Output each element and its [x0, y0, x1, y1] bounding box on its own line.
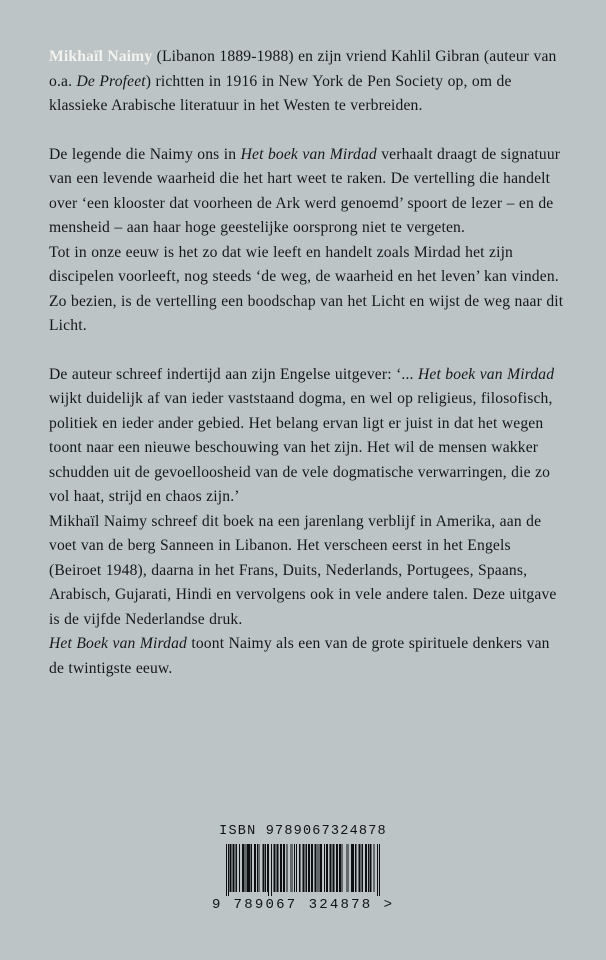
barcode-digit-group-left: 9	[212, 897, 223, 913]
author-name-highlight: Mikhaïl Naimy	[49, 48, 153, 65]
book-title-italic: De Profeet	[76, 72, 146, 90]
body-text-run: De legende die Naimy ons in	[49, 145, 241, 163]
isbn-barcode-block	[0, 824, 606, 960]
book-title-italic: Het Boek van Mirdad	[49, 635, 187, 652]
book-title-italic: Het boek van Mirdad	[417, 365, 555, 383]
body-text-run: toont Naimy als een van de grote spirituele denkers van de twintigste eeuw.	[49, 635, 550, 677]
book-title-italic: Het boek van Mirdad	[240, 145, 377, 163]
layout-spacer	[0, 681, 606, 824]
body-text-run: ) richtten in 1916 in New York de Pen Society op, om de klassieke Arabische literatuur in het Westen te verbreiden.	[49, 72, 512, 114]
body-text-run: (Libanon 1889-1988) en zijn vriend Kahlil Gibran (auteur van o.a.	[49, 48, 557, 90]
body-text-run: verhaalt draagt de signatuur van een levende waarheid die het hart weet te raken. De vertelling die handelt over ‘een klooster dat voorheen de Ark werd genoemd’ spoort de lezer – en de mensheid – aan haar hoge geestelijke oorsprong niet te vergeten.	[49, 145, 561, 236]
barcode-digit-group-mid: 789067	[233, 897, 298, 913]
paragraph-intro	[49, 45, 564, 119]
barcode-human-readable-digits	[210, 897, 396, 913]
paragraph-author-letter	[49, 363, 564, 682]
isbn-label: ISBN 9789067324878	[219, 824, 387, 839]
body-text-run: Tot in onze eeuw is het zo dat wie leeft en handelt zoals Mirdad het zijn discipelen voorleeft, nog steeds ‘de weg, de waarheid en het leven’ kan vinden. Zo bezien, is de vertelling een boodschap van het Licht en wijst de weg naar dit Licht.	[49, 243, 564, 334]
ean13-barcode-image	[226, 844, 380, 896]
body-text-run: Mikhaïl Naimy schreef dit boek na een jarenlang verblijf in Amerika, aan de voet van de berg Sanneen in Libanon. Het verscheen eerst in het Engels (Beiroet 1948), daarna in het Frans, Duits, Nederlands, Portugees, Spaans, Arabisch, Gujarati, Hindi en vervolgens ook in vele andere talen. Deze uitgave is de vijfde Nederlandse druk.	[49, 512, 557, 628]
barcode-digit-group-right: 324878	[308, 897, 373, 913]
paragraph-legend	[49, 143, 564, 339]
body-text-run: wijkt duidelijk af van ieder vaststaand dogma, en wel op religieus, filosofisch, politiek en ieder ander gebied. Het belang ervan ligt er juist in dat het wegen toont naar een nieuwe beschouwing van het zijn. Het wil de mensen wakker schudden uit de gevoelloosheid van de vele dogmatische verwarringen, die zo vol haat, strijd en chaos zijn.’	[49, 390, 553, 505]
barcode-caret-symbol: >	[383, 897, 394, 913]
body-text-run: De auteur schreef indertijd aan zijn Engelse uitgever: ‘...	[49, 365, 418, 383]
